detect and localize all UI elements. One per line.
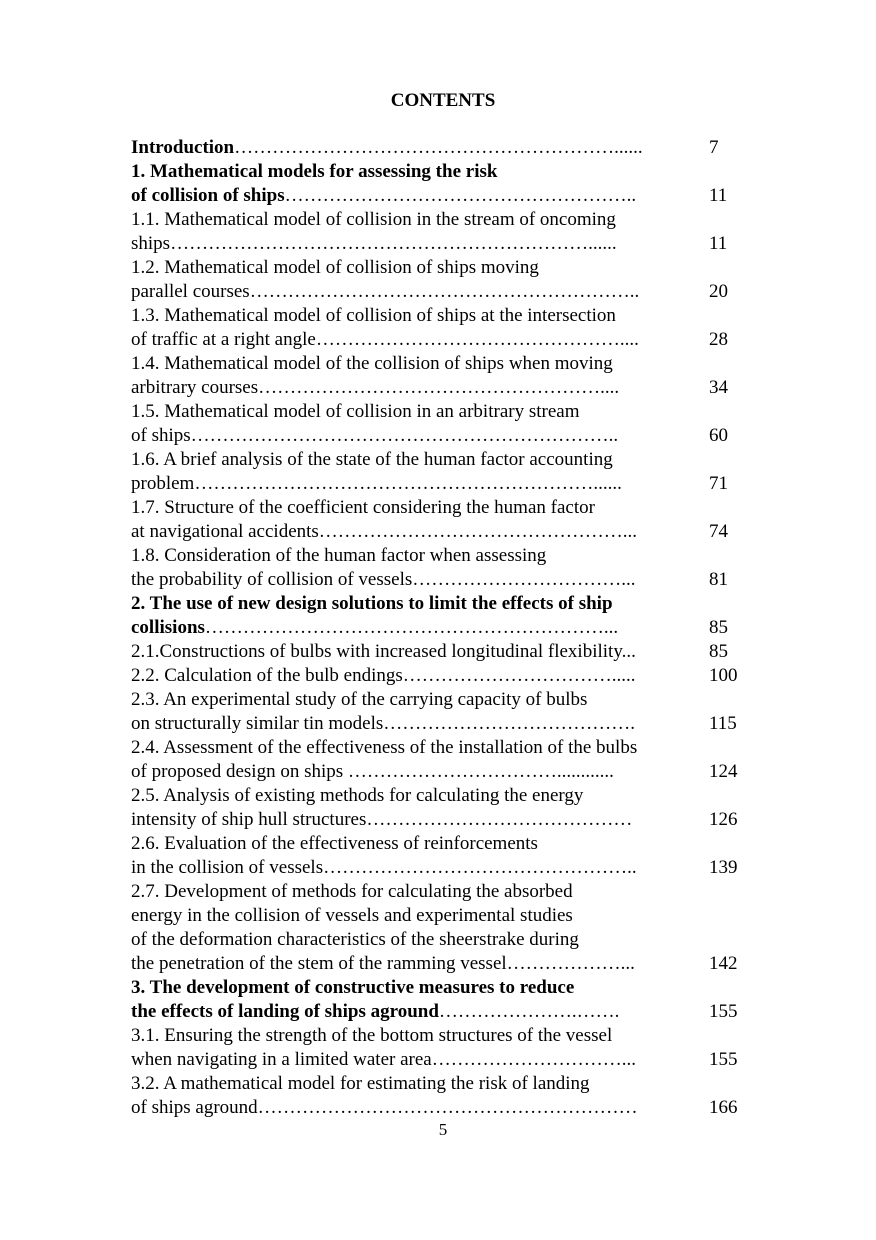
toc-entry-label: 2.7. Development of methods for calculating the absorbed <box>131 881 573 902</box>
toc-entry <box>131 496 771 520</box>
toc-entry <box>131 376 771 400</box>
toc-entry-text <box>131 1024 612 1048</box>
toc-entry-heading: 3. The development of constructive measures to reduce <box>131 977 575 998</box>
toc-entry-heading: 2. The use of new design solutions to limit the effects of ship <box>131 593 613 614</box>
toc-entry <box>131 1000 771 1024</box>
toc-entry-text <box>131 688 587 712</box>
toc-entry <box>131 712 771 736</box>
toc-entry <box>131 160 771 184</box>
toc-entry-text <box>131 712 635 736</box>
toc-entry-text <box>131 1000 619 1024</box>
toc-entry-label: of ships aground…………………………………………………… <box>131 1097 638 1118</box>
toc-entry-text <box>131 400 579 424</box>
toc-entry <box>131 616 771 640</box>
toc-page-number: 74 <box>709 521 728 542</box>
toc-entry-text <box>131 376 619 400</box>
toc-entry <box>131 1096 771 1120</box>
table-of-contents <box>131 136 771 1120</box>
toc-entry-label: ……………………………………………………...... <box>234 137 643 158</box>
toc-entry-label: 1.6. A brief analysis of the state of the human factor accounting <box>131 449 613 470</box>
toc-entry <box>131 664 771 688</box>
toc-page-number: 100 <box>709 665 738 686</box>
toc-entry <box>131 928 771 952</box>
toc-entry-text <box>131 640 636 664</box>
toc-entry-text <box>131 880 573 904</box>
toc-entry <box>131 544 771 568</box>
toc-entry-label: the probability of collision of vessels……………………………... <box>131 569 636 590</box>
toc-page-number: 11 <box>709 185 728 206</box>
toc-page-number: 81 <box>709 569 728 590</box>
toc-page-number: 28 <box>709 329 728 350</box>
toc-entry-label: 1.8. Consideration of the human factor when assessing <box>131 545 547 566</box>
toc-entry-label: 3.2. A mathematical model for estimating the risk of landing <box>131 1073 590 1094</box>
toc-entry-text <box>131 448 613 472</box>
toc-entry-label: 1.4. Mathematical model of the collision of ships when moving <box>131 353 613 374</box>
toc-entry-text <box>131 1096 638 1120</box>
toc-entry-label: ………………….……. <box>438 1001 620 1022</box>
toc-entry-text <box>131 1072 590 1096</box>
toc-entry <box>131 520 771 544</box>
toc-page-number: 34 <box>709 377 728 398</box>
toc-entry-text <box>131 664 636 688</box>
toc-entry-label: ………………………………………………………... <box>204 617 619 638</box>
toc-entry <box>131 136 771 160</box>
toc-entry-label: 2.1.Constructions of bulbs with increased longitudinal flexibility... <box>131 641 636 662</box>
toc-page-number: 71 <box>709 473 728 494</box>
toc-entry <box>131 328 771 352</box>
toc-entry <box>131 1024 771 1048</box>
toc-page-number: 155 <box>709 1001 738 1022</box>
toc-entry <box>131 232 771 256</box>
toc-page-number: 155 <box>709 1049 738 1070</box>
toc-entry-text <box>131 544 546 568</box>
toc-entry-text <box>131 496 595 520</box>
toc-entry-label: arbitrary courses……………………………………………….... <box>131 377 620 398</box>
toc-page-number: 166 <box>709 1097 738 1118</box>
toc-page-number: 124 <box>709 761 738 782</box>
toc-entry <box>131 352 771 376</box>
toc-entry-label: energy in the collision of vessels and experimental studies <box>131 905 573 926</box>
toc-page-number: 60 <box>709 425 728 446</box>
toc-page-number: 139 <box>709 857 738 878</box>
toc-entry <box>131 856 771 880</box>
toc-entry-label: 2.2. Calculation of the bulb endings……………………………..... <box>131 665 636 686</box>
toc-entry-label: of traffic at a right angle………………………………………….... <box>131 329 639 350</box>
toc-entry <box>131 256 771 280</box>
toc-entry <box>131 904 771 928</box>
toc-entry-label: ships…………………………………………………………...... <box>131 233 617 254</box>
toc-entry-text <box>131 568 636 592</box>
toc-entry-text <box>131 328 639 352</box>
toc-entry-heading: of collision of ships <box>131 185 285 206</box>
toc-entry-text <box>131 232 617 256</box>
toc-entry <box>131 448 771 472</box>
toc-entry-label: of proposed design on ships ……………………………............ <box>131 761 614 782</box>
toc-page-number: 7 <box>709 137 719 158</box>
toc-entry-label: 1.1. Mathematical model of collision in the stream of oncoming <box>131 209 616 230</box>
toc-page-number: 85 <box>709 617 728 638</box>
toc-entry-text <box>131 352 613 376</box>
toc-entry <box>131 280 771 304</box>
toc-entry-label: when navigating in a limited water area…………………………... <box>131 1049 636 1070</box>
toc-entry-label: of the deformation characteristics of the sheerstrake during <box>131 929 579 950</box>
toc-page-number: 115 <box>709 713 737 734</box>
toc-entry-label: parallel courses…………………………………………………….. <box>131 281 640 302</box>
toc-entry <box>131 952 771 976</box>
toc-entry <box>131 592 771 616</box>
toc-entry-text <box>131 832 538 856</box>
toc-entry <box>131 736 771 760</box>
toc-entry <box>131 568 771 592</box>
toc-entry-text <box>131 856 637 880</box>
toc-entry-text <box>131 592 613 616</box>
toc-entry <box>131 784 771 808</box>
toc-entry <box>131 184 771 208</box>
toc-entry-text <box>131 424 618 448</box>
toc-entry-label: 2.6. Evaluation of the effectiveness of reinforcements <box>131 833 538 854</box>
toc-entry-label: 2.3. An experimental study of the carrying capacity of bulbs <box>131 689 588 710</box>
toc-entry-text <box>131 1048 636 1072</box>
toc-entry-label: intensity of ship hull structures…………………………………… <box>131 809 633 830</box>
toc-entry-text <box>131 520 637 544</box>
toc-entry <box>131 976 771 1000</box>
toc-page-number: 126 <box>709 809 738 830</box>
toc-entry-text <box>131 256 539 280</box>
toc-entry-text <box>131 760 614 784</box>
toc-entry <box>131 832 771 856</box>
toc-entry-text <box>131 160 497 184</box>
toc-entry-label: 2.5. Analysis of existing methods for calculating the energy <box>131 785 584 806</box>
toc-entry-label: 1.5. Mathematical model of collision in an arbitrary stream <box>131 401 580 422</box>
toc-page-number: 142 <box>709 953 738 974</box>
toc-entry-label: ……………………………………………….. <box>284 185 637 206</box>
toc-entry-label: 3.1. Ensuring the strength of the bottom structures of the vessel <box>131 1025 613 1046</box>
toc-entry-text <box>131 280 639 304</box>
toc-entry <box>131 400 771 424</box>
toc-entry-label: 1.2. Mathematical model of collision of ships moving <box>131 257 539 278</box>
toc-entry-heading: Introduction <box>131 137 235 158</box>
toc-entry-text <box>131 136 643 160</box>
toc-entry <box>131 472 771 496</box>
toc-entry <box>131 1072 771 1096</box>
toc-entry-label: of ships………………………………………………………….. <box>131 425 619 446</box>
toc-entry-text <box>131 976 574 1000</box>
toc-page-number: 11 <box>709 233 728 254</box>
toc-entry-heading: collisions <box>131 617 205 638</box>
toc-entry-text <box>131 904 573 928</box>
toc-entry-text <box>131 472 622 496</box>
toc-entry <box>131 688 771 712</box>
toc-page-number: 85 <box>709 641 728 662</box>
toc-entry-label: on structurally similar tin models…………………………………. <box>131 713 635 734</box>
toc-entry-heading: 1. Mathematical models for assessing the risk <box>131 161 498 182</box>
toc-entry-heading: the effects of landing of ships aground <box>131 1001 439 1022</box>
toc-entry-text <box>131 736 637 760</box>
page-title: CONTENTS <box>390 90 496 111</box>
toc-entry <box>131 424 771 448</box>
toc-entry-label: at navigational accidents…………………………………………... <box>131 521 638 542</box>
toc-entry-label: in the collision of vessels………………………………………….. <box>131 857 637 878</box>
toc-entry-text <box>131 616 618 640</box>
toc-entry-text <box>131 928 579 952</box>
toc-entry-text <box>131 304 616 328</box>
toc-entry-text <box>131 808 632 832</box>
toc-entry-label: 1.3. Mathematical model of collision of ships at the intersection <box>131 305 616 326</box>
toc-entry <box>131 304 771 328</box>
toc-entry-label: 1.7. Structure of the coefficient considering the human factor <box>131 497 595 518</box>
toc-entry-label: 2.4. Assessment of the effectiveness of the installation of the bulbs <box>131 737 638 758</box>
toc-entry-text <box>131 208 616 232</box>
toc-entry-text <box>131 184 636 208</box>
toc-entry <box>131 880 771 904</box>
toc-entry <box>131 760 771 784</box>
toc-entry-label: the penetration of the stem of the ramming vessel………………... <box>131 953 635 974</box>
page-number: 5 <box>438 1120 448 1139</box>
toc-entry <box>131 1048 771 1072</box>
toc-entry-label: problem………………………………………………………...... <box>131 473 622 494</box>
toc-entry <box>131 808 771 832</box>
toc-entry <box>131 640 771 664</box>
toc-entry-text <box>131 952 635 976</box>
toc-entry <box>131 208 771 232</box>
toc-entry-text <box>131 784 583 808</box>
toc-page-number: 20 <box>709 281 728 302</box>
